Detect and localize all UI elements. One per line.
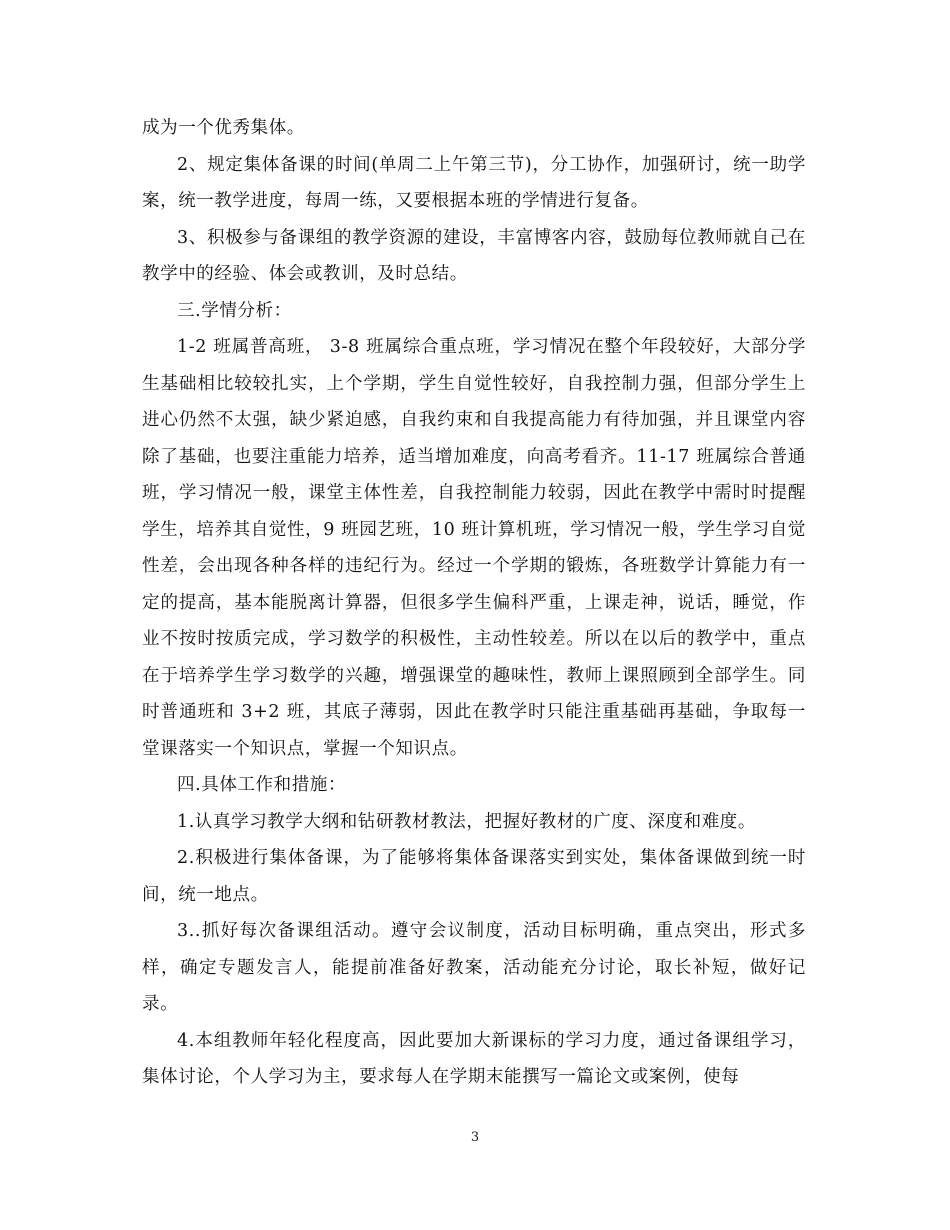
paragraph-measure-4: 4.本组教师年轻化程度高，因此要加大新课标的学习力度，通过备课组学习，集体讨论，个人学习为主，要求每人在学期末能撰写一篇论文或案例，使每: [142, 1030, 806, 1087]
paragraph-measure-1: 1.认真学习教学大纲和钻研教材教法，把握好教材的广度、深度和难度。: [177, 811, 756, 832]
paragraph-measure-2: 2.积极进行集体备课，为了能够将集体备课落实到实处，集体备课做到统一时间，统一地点。: [142, 848, 806, 905]
paragraph-continuation: 成为一个优秀集体。: [142, 118, 305, 138]
section-heading-measures: 四.具体工作和措施：: [177, 775, 347, 795]
page-number: 3: [470, 1130, 480, 1145]
paragraph-item-2-collective-prep: 2、规定集体备课的时间(单周二上午第三节)，分工协作，加强研讨，统一助学案，统一教学进度，每周一练，又要根据本班的学情进行复备。: [142, 154, 806, 211]
paragraph-learning-analysis: 1-2 班属普高班， 3-8 班属综合重点班，学习情况在整个年段较好，大部分学生基础相比较较扎实，上个学期，学生自觉性较好，自我控制力强，但部分学生上进心仍然不太强，缺少紧迫感，自我约束和自我提高能力有待加强，并且课堂内容除了基础，也要注重能力培养，适当增加难度，向高考看齐。11-17 班属综合普通班，学习情况一般，课堂主体性差，自我控制能力较弱，因此在教学中需时时提醒学生，培养其自觉性，9 班园艺班，10 班计算机班，学习情况一般，学生学习自觉性差，会出现各种各样的违纪行为。经过一个学期的锻炼，各班数学计算能力有一定的提高，基本能脱离计算器，但很多学生偏科严重，上课走神，说话，睡觉，作业不按时按质完成，学习数学的积极性，主动性较差。所以在以后的教学中，重点在于培养学生学习数学的兴趣，增强课堂的趣味性，教师上课照顾到全部学生。同时普通班和 3+2 班，其底子薄弱，因此在教学时只能注重基础再基础，争取每一堂课落实一个知识点，掌握一个知识点。: [142, 337, 806, 759]
document-body: [142, 110, 806, 1096]
paragraph-measure-3: 3..抓好每次备课组活动。遵守会议制度，活动目标明确，重点突出，形式多样，确定专题发言人，能提前准备好教案，活动能充分讨论，取长补短，做好记录。: [142, 921, 806, 1014]
section-heading-learning-analysis: 三.学情分析：: [177, 300, 292, 321]
paragraph-item-3-resources: 3、积极参与备课组的教学资源的建设，丰富博客内容，鼓励每位教师就自己在教学中的经验、体会或教训，及时总结。: [142, 227, 806, 284]
